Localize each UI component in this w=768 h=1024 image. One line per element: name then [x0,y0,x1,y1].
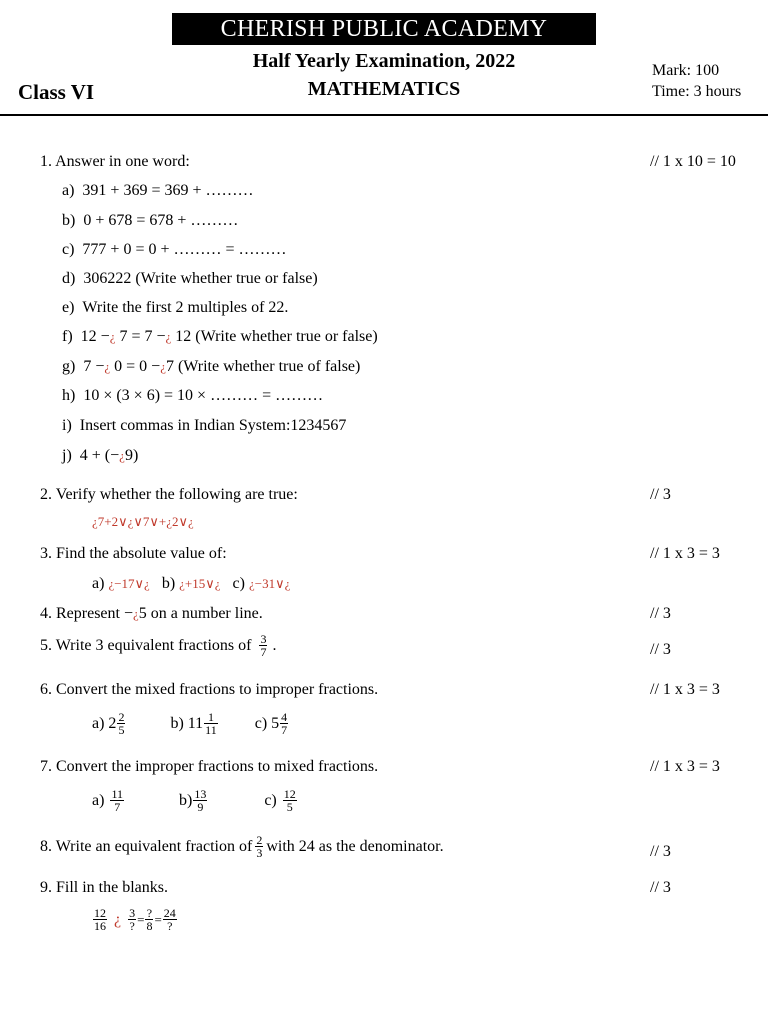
q7-fraction-a [110,788,124,813]
q3-expr-c: ¿−31∨¿ [248,576,291,591]
q3-expr-b: ¿+15∨¿ [179,576,221,591]
q1-item-g-middle: 0 = 0 − [110,358,161,375]
denominator: ? [129,919,135,933]
q5-fraction [259,633,267,658]
question-1-marks: // 1 x 10 = 10 [650,153,736,170]
q5-period: . [272,636,277,654]
q9-fraction-3 [145,907,153,932]
question-1-text: 1. Answer in one word: [40,153,190,170]
question-8-marks: // 3 [650,843,671,860]
denominator: 3 [256,846,263,860]
class-label: Class VI [18,80,95,104]
q1-item-h: h) 10 × (3 × 6) = 10 × ……… = ……… [62,387,324,404]
question-5-marks: // 3 [650,641,671,658]
q8-fraction [255,834,263,859]
broken-glyph: ¿ [104,359,111,374]
q1-item-f [62,328,378,346]
question-4-marks: // 3 [650,605,671,622]
q1-item-e: e) Write the first 2 multiples of 22. [62,299,289,316]
q7-item-c: c) [264,791,277,809]
question-5-text [40,633,276,658]
q3-expr-a: ¿−17∨¿ [108,576,150,591]
q2-expression: ¿7+2∨¿∨7∨+¿2∨¿ [92,514,194,529]
question-3-text: 3. Find the absolute value of: [40,545,227,562]
question-6-marks: // 1 x 3 = 3 [650,681,720,698]
q3-label-a: a) [92,575,105,592]
question-3-marks: // 1 x 3 = 3 [650,545,720,562]
q1-item-g-start: g) 7 − [62,358,105,375]
numerator: 2 [256,833,263,847]
q8-text-end: with 24 as the denominator. [266,837,444,855]
total-marks: Mark: 100 [652,62,720,79]
question-7-text: 7. Convert the improper fractions to mixed fractions. [40,758,379,775]
q4-text-end: 5 on a number line. [138,605,263,622]
denominator: 7 [281,723,288,737]
q1-item-d: d) 306222 (Write whether true or false) [62,270,318,287]
q9-fraction-1 [93,907,107,932]
q4-text-start: 4. Represent − [40,605,133,622]
q6-item-b: b) 11 [170,714,204,732]
broken-glyph: ¿ [114,910,122,928]
q1-item-c: c) 777 + 0 = 0 + ……… = ……… [62,241,287,258]
question-2-marks: // 3 [650,486,671,503]
q1-item-f-end: 12 (Write whether true or false) [171,328,378,345]
subject-title: MATHEMATICS [307,78,461,100]
denominator: 5 [286,800,293,814]
numerator: 12 [94,906,106,920]
question-4-text [40,605,263,623]
q1-item-j-end: 9) [124,447,139,464]
q3-label-b: b) [161,575,176,592]
q1-item-j [62,447,138,465]
equals-sign: = [137,911,145,927]
q1-item-f-middle: 7 = 7 − [115,328,166,345]
denominator: 7 [114,800,121,814]
school-name-banner: CHERISH PUBLIC ACADEMY [172,13,596,45]
broken-glyph: ¿ [109,329,116,344]
numerator: 3 [260,632,267,646]
question-6-text: 6. Convert the mixed fractions to improper fractions. [40,681,379,698]
broken-glyph: ¿ [119,448,125,463]
numerator: 24 [163,906,176,920]
q6-fraction-c [280,711,288,736]
numerator: 3 [129,906,136,920]
q6-item-c: c) 5 [254,714,280,732]
q6-fraction-a [117,711,125,736]
question-2-text: 2. Verify whether the following are true: [40,486,298,503]
q6-fraction-b [204,711,218,736]
numerator: 1 [204,711,218,724]
q7-fraction-b [193,788,207,813]
q6-items [92,711,289,736]
exam-title: Half Yearly Examination, 2022 [252,50,516,72]
denominator: ? [167,919,173,933]
q3-label-c: c) [232,575,245,592]
q3-items [92,575,290,593]
q1-item-f-start: f) 12 − [62,328,110,345]
q8-text-start: 8. Write an equivalent fraction of [40,837,253,855]
q9-fraction-4 [163,907,177,932]
question-9-text: 9. Fill in the blanks. [40,879,168,896]
q7-fraction-c [283,788,297,813]
numerator: 13 [194,787,207,801]
q7-item-a: a) [92,791,105,809]
q9-expression [92,907,178,932]
denominator: 16 [94,919,106,933]
header-divider [0,114,768,116]
question-8-text [40,834,444,859]
broken-glyph: ¿ [160,359,166,374]
denominator: 9 [197,800,204,814]
question-9-marks: // 3 [650,879,671,896]
denominator: 5 [118,723,125,737]
equals-sign: = [154,911,162,927]
denominator: 7 [260,645,267,659]
question-7-marks: // 1 x 3 = 3 [650,758,720,775]
q1-item-a: a) 391 + 369 = 369 + ……… [62,182,254,199]
q5-text: 5. Write 3 equivalent fractions of [40,636,252,654]
q9-fraction-2 [128,907,136,932]
numerator: 11 [111,787,123,801]
broken-glyph: ¿ [133,606,139,621]
q6-item-a: a) 2 [92,714,117,732]
q1-item-i: i) Insert commas in Indian System:1234567 [62,417,347,434]
q1-item-b: b) 0 + 678 = 678 + ……… [62,212,239,229]
q1-item-j-start: j) 4 + (− [62,447,120,464]
numerator: 2 [118,710,125,724]
numerator: ? [146,906,153,920]
denominator: 11 [205,723,217,737]
time-allowed: Time: 3 hours [652,83,742,100]
denominator: 8 [146,919,153,933]
q1-item-g [62,358,360,376]
numerator: 4 [281,710,288,724]
numerator: 12 [283,787,296,801]
q1-item-g-end: 7 (Write whether true of false) [165,358,361,375]
q7-item-b: b) [179,791,193,809]
broken-glyph: ¿ [165,329,172,344]
q7-items [92,788,298,813]
